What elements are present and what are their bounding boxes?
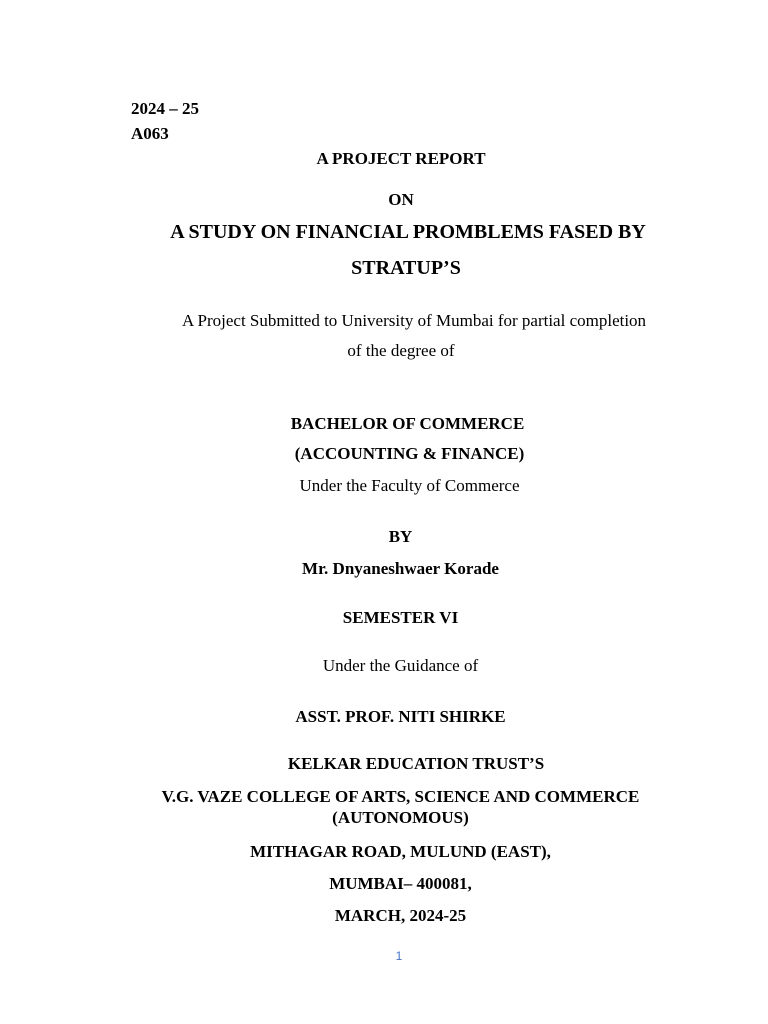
submission-line-1: A Project Submitted to University of Mumbai for partial completion [181, 311, 647, 330]
guide-name: ASST. PROF. NITI SHIRKE [295, 707, 506, 726]
page-number: 1 [395, 949, 403, 963]
study-title-line-1: A STUDY ON FINANCIAL PROMBLEMS FASED BY [170, 221, 646, 243]
college-city: MUMBAI– 400081, [329, 874, 472, 893]
on-label: ON [388, 190, 414, 209]
report-date: MARCH, 2024-25 [334, 906, 467, 925]
by-label: BY [388, 527, 413, 546]
college-road: MITHAGAR ROAD, MULUND (EAST), [250, 842, 551, 861]
trust-name: KELKAR EDUCATION TRUST’S [287, 754, 545, 773]
study-title-line-2: STRATUP’S [351, 257, 461, 279]
academic-year: 2024 – 25 [131, 99, 199, 118]
submission-line-2: of the degree of [347, 341, 455, 360]
degree-specialization: (ACCOUNTING & FINANCE) [294, 444, 525, 463]
report-label: A PROJECT REPORT [316, 149, 486, 168]
semester-label: SEMESTER VI [342, 608, 459, 627]
college-name: V.G. VAZE COLLEGE OF ARTS, SCIENCE AND COMMERCE [161, 787, 640, 806]
author-name: Mr. Dnyaneshwaer Korade [302, 559, 499, 578]
guidance-label: Under the Guidance of [322, 656, 479, 675]
faculty-line: Under the Faculty of Commerce [299, 476, 520, 495]
degree-name: BACHELOR OF COMMERCE [290, 414, 525, 433]
project-code: A063 [131, 124, 169, 143]
college-status: (AUTONOMOUS) [332, 808, 469, 827]
